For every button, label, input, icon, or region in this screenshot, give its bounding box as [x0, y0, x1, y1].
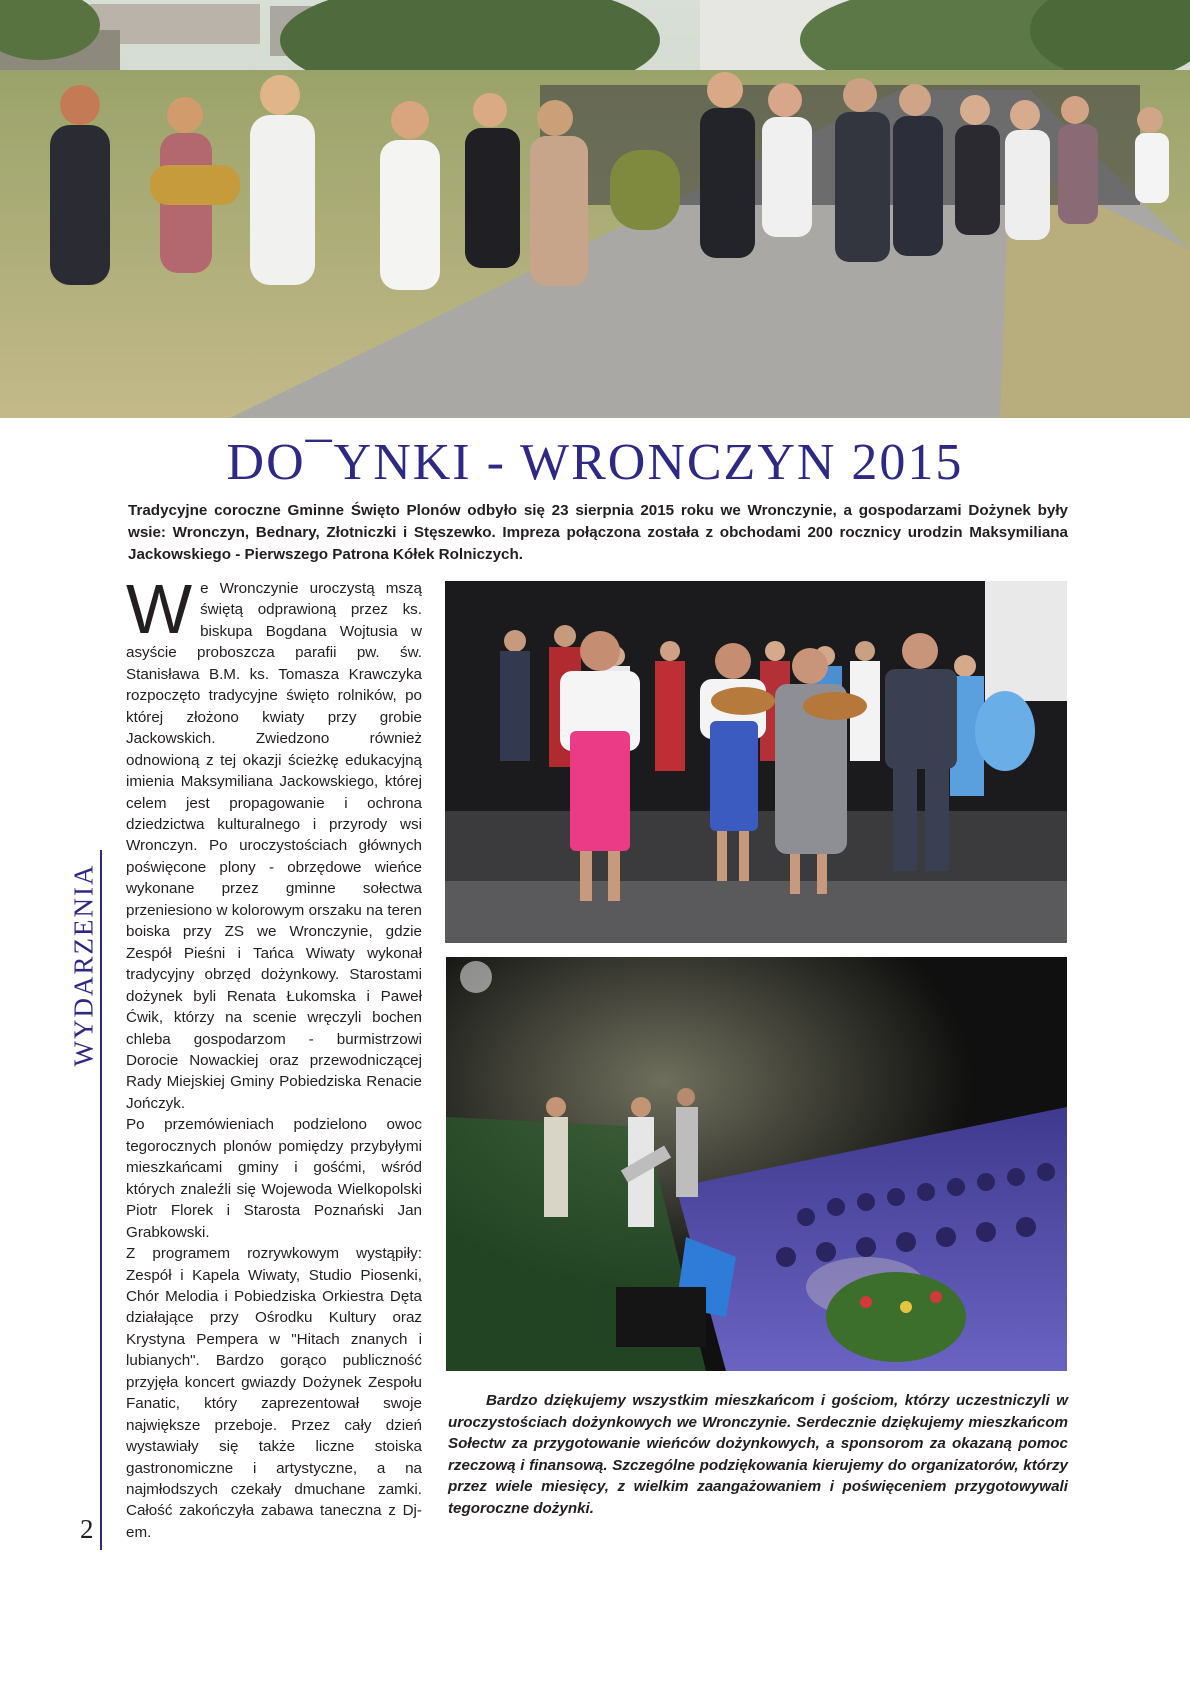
- photo-caption: Bardzo dziękujemy wszystkim mieszkańcom i gościom, którzy uczestniczyli w uroczystościach dożynkowych we Wronczynie. Serdecznie dziękujemy mieszkańcom Sołectw za przygotowanie wieńców dożynkowych, a sponsorom za okazaną pomoc rzeczową i finansową. Szczególne podziękowania kierujemy do organizatorów, którzy przez wiele miesięcy, z wielkim zaangażowaniem i poświęceniem przygotowywali tegoroczne dożynki.: [448, 1392, 1068, 1517]
- stage-ceremony-photo: [445, 581, 1067, 943]
- lead-paragraph: Tradycyjne coroczne Gminne Święto Plonów odbyło się 23 sierpnia 2015 roku we Wronczynie, a gospodarzami Dożynek były wsie: Wronczyn, Bednary, Złotniczki i Stęszewko. Impreza połączona została z obchodami 200 rocznicy urodzin Maksymiliana Jackowskiego - Pierwszego Patrona Kółek Rolniczych.: [128, 502, 1068, 563]
- section-label: [54, 850, 114, 1080]
- procession-photo: [0, 0, 1190, 418]
- article-body: [126, 570, 422, 1543]
- page-number: 2: [80, 1514, 94, 1544]
- body-paragraph-1: We Wronczynie uroczystą mszą świętą odprawioną przez ks. biskupa Bogdana Wojtusia w asyście proboszcza parafii pw. św. Stanisława B.M. ks. Tomasza Krawczyka rozpoczęto tradycyjne święto rolników, po której złożono kwiaty przy grobie Jackowskich. Zwiedzono również odnowioną z tej okazji ścieżkę edukacyjną imienia Maksymiliana Jackowskiego, której celem jest propagowanie i ochrona dziedzictwa kulturalnego i przyrody wsi Wronczyn. Po uroczystościach głównych poświęcone plony - obrzędowe wieńce wykonane przez gminne sołectwa przeniesiono w kolorowym orszaku na teren boiska przy ZS we Wronczynie, gdzie Zespół Pieśni i Tańca Wiwaty wykonał tradycyjny obrzęd dożynkowy. Starostami dożynek byli Renata Łukomska i Paweł Ćwik, którzy na scenie wręczyli bochen chleba gospodarzom - burmistrzowi Dorocie Nowackiej oraz przewodniczącej Rady Miejskiej Gminy Pobiedziska Renacie Jończyk.: [126, 570, 422, 1112]
- body-paragraph-2: Po przemówieniach podzielono owoc tegorocznych plonów pomiędzy przybyłymi mieszkańcami gminy i gośćmi, wśród których znaleźli się Wojewoda Wielkopolski Piotr Florek i Starosta Poznański Jan Grabkowski.: [126, 1116, 422, 1241]
- article-title: DO¯YNKI - WRONCZYN 2015: [226, 434, 964, 491]
- drop-cap: W: [126, 570, 193, 648]
- concert-photo: [446, 957, 1067, 1371]
- margin-rule: [100, 850, 102, 1550]
- section-label-text: WYDARZENIA: [68, 863, 99, 1067]
- body-paragraph-3: Z programem rozrywkowym wystąpiły: Zespół i Kapela Wiwaty, Studio Piosenki, Chór Melodia i Pobiedziska Orkiestra Dęta działające przy Ośrodku Kultury oraz Krystyna Pempera w "Hitach znanych i lubianych". Bardzo gorąco publiczność przyjęła koncert gwiazdy Dożynek Zespołu Fanatic, który zaprezentował swoje największe przeboje. Przez cały dzień wystawiały się także liczne stoiska gastronomiczne i artystyczne, a na najmłodszych czekały dmuchane zamki. Całość zakończyła zabawa taneczna z Dj-em.: [126, 1245, 422, 1541]
